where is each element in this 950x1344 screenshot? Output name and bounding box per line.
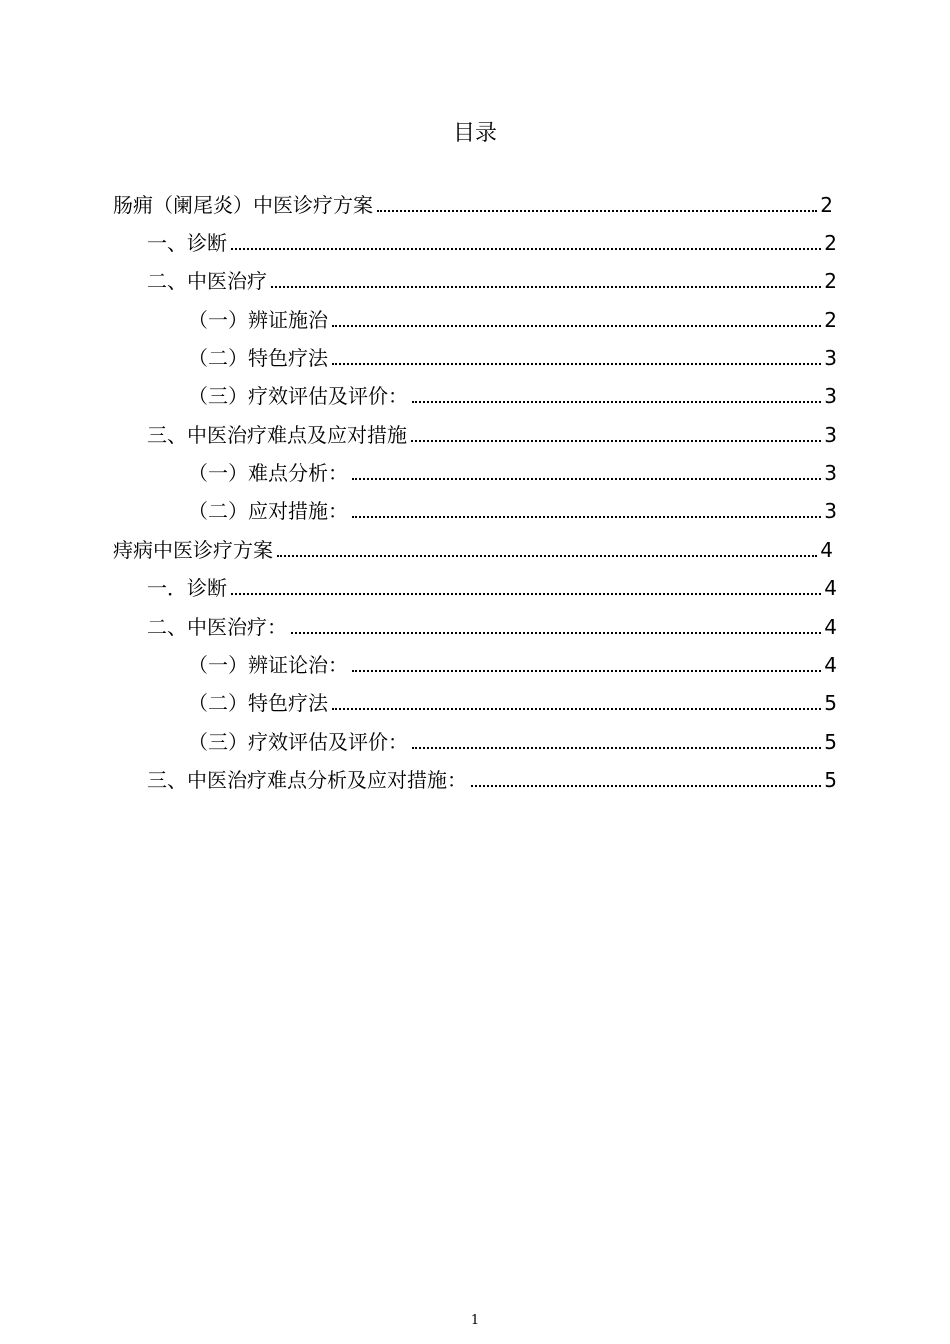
toc-entry-text: （二）特色疗法 [188,691,328,715]
toc-entry[interactable] [188,456,837,486]
dot-leader [377,210,817,212]
toc-entry[interactable] [147,418,837,448]
toc-entry-text: （一）难点分析： [188,461,348,485]
toc-entry-text: 一．诊断 [147,576,227,600]
dot-leader [412,747,821,749]
dot-leader [277,555,817,557]
dot-leader [231,248,821,250]
toc-entry-page: 2 [820,193,833,217]
toc-entry-text: 一、诊断 [147,231,227,255]
dot-leader [231,593,821,595]
toc-entry-text: 二、中医治疗： [147,615,287,639]
toc-entry[interactable] [188,494,837,524]
toc-entry-page: 4 [824,653,837,677]
toc-entry-page: 3 [824,384,837,408]
toc-entry-text: （三）疗效评估及评价： [188,384,408,408]
toc-entry-text: （二）应对措施： [188,499,348,523]
toc-entry[interactable] [147,264,837,294]
dot-leader [271,286,821,288]
toc-entry-page: 3 [824,461,837,485]
toc-entry[interactable] [147,610,837,640]
toc-entry-text: （一）辨证施治 [188,308,328,332]
toc-entry-page: 2 [824,231,837,255]
toc-entry-text: （三）疗效评估及评价： [188,730,408,754]
toc-title: 目录 [452,121,497,146]
toc-entry-text: 肠痈（阑尾炎）中医诊疗方案 [113,193,373,217]
dot-leader [411,440,821,442]
toc-entry-page: 3 [824,423,837,447]
toc-entry-page: 2 [824,308,837,332]
page-number: 1 [470,1313,480,1328]
toc-entry-page: 3 [824,346,837,370]
dot-leader [352,670,821,672]
toc-entry-page: 5 [824,768,837,792]
toc-entry[interactable] [188,379,837,409]
toc-entry-page: 5 [824,730,837,754]
toc-entry-page: 4 [824,576,837,600]
toc-entry-text: 三、中医治疗难点分析及应对措施： [147,768,467,792]
toc-entry-page: 4 [820,538,833,562]
dot-leader [332,708,821,710]
dot-leader [471,785,821,787]
toc-entry[interactable] [188,725,837,755]
toc-entry-text: 痔病中医诊疗方案 [113,538,273,562]
toc-entry[interactable] [188,303,837,333]
toc-entry[interactable] [147,226,837,256]
toc-entry-text: 二、中医治疗 [147,269,267,293]
toc-entry-page: 4 [824,615,837,639]
toc-entry-text: （一）辨证论治： [188,653,348,677]
dot-leader [412,401,821,403]
dot-leader [332,363,821,365]
toc-entry-page: 5 [824,691,837,715]
toc-entry[interactable] [113,533,833,563]
toc-entry[interactable] [113,188,833,218]
dot-leader [352,478,821,480]
toc-entry-page: 3 [824,499,837,523]
toc-entry[interactable] [147,571,837,601]
dot-leader [332,325,821,327]
toc-entry-text: （二）特色疗法 [188,346,328,370]
dot-leader [352,516,821,518]
toc-entry-text: 三、中医治疗难点及应对措施 [147,423,407,447]
toc-entry[interactable] [188,686,837,716]
toc-entry-page: 2 [824,269,837,293]
dot-leader [291,632,821,634]
toc-entry[interactable] [147,763,837,793]
toc-entry[interactable] [188,341,837,371]
toc-entry[interactable] [188,648,837,678]
